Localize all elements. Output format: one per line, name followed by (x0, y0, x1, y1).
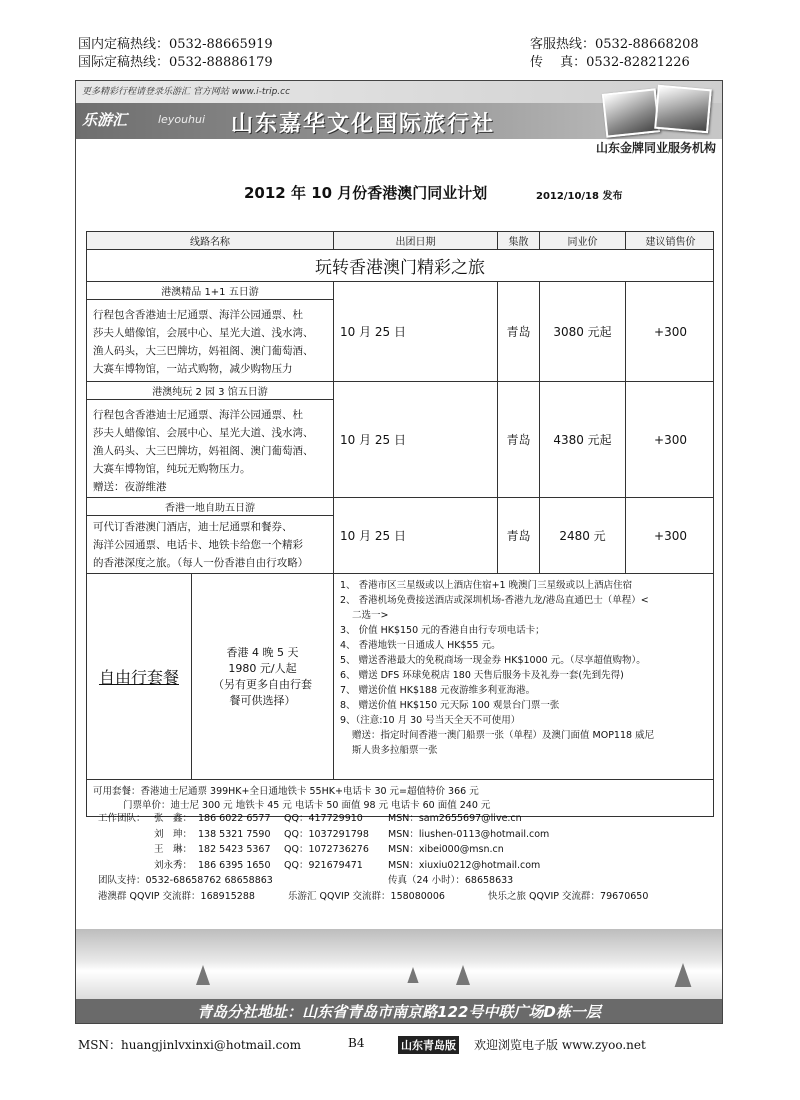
contact-row: 王 琳： 182 5423 5367 QQ：1072736276 MSN：xibei000@msn.cn (154, 844, 504, 855)
list-item: 6、 赠送 DFS 环球免税店 180 天售后服务卡及礼券一套(先到先得) (340, 670, 624, 681)
list-item: 8、 赠送价值 HK$150 元天际 100 观景台门票一张 (340, 700, 560, 711)
route-desc: 行程包含香港迪士尼通票、海洋公园通票、杜 莎夫人蜡像馆，会展中心、星光大道、浅水湾、 渔人码头，大三巴牌坊，妈祖阁、澳门葡萄酒、 大赛车博物馆，一站式购物，减少购物压力 (93, 309, 314, 375)
qq-group: 快乐之旅 QQVIP 交流群：79670650 (488, 890, 649, 902)
free-travel-label: 自由行套餐 (98, 668, 179, 687)
support-row (98, 873, 708, 889)
footer-msn: MSN：huangjinlvxinxi@hotmail.com (78, 1038, 301, 1052)
table-row (87, 282, 713, 382)
groups-row (98, 889, 708, 905)
col-route: 线路名称 (190, 237, 230, 248)
contact-block (98, 811, 708, 904)
route-city: 青岛 (497, 382, 539, 497)
list-item: 2、 香港机场免费接送酒店或深圳机场-香港九龙/港岛直通巴士（单程）< (340, 595, 649, 606)
route-price: 4380 元起 (539, 382, 625, 497)
plan-title: 2012 年 10 月份香港澳门同业计划 (244, 184, 488, 202)
col-suggest: 建议销售价 (625, 232, 715, 249)
team-support: 团队支持：0532-68658762 68658863 (98, 875, 273, 886)
route-price: 3080 元起 (539, 282, 625, 381)
free-travel-price: 香港 4 晚 5 天 1980 元/人起 （另有更多自由行套 餐可供选择） (191, 574, 333, 779)
photo-icon (602, 88, 660, 137)
qq-group: 乐游汇 QQVIP 交流群：158080006 (288, 890, 445, 902)
col-price: 同业价 (539, 232, 625, 249)
footer-site: 欢迎浏览电子版 www.zyoo.net (474, 1038, 646, 1052)
route-desc: 行程包含香港迪士尼通票、海洋公园通票、杜 莎夫人蜡像馆、会展中心、星光大道、浅水湾、 渔人码头、大三巴牌坊，妈祖阁、澳门葡萄酒、 大赛车博物馆，纯玩无购物压力。 赠送：夜游维港 (93, 409, 314, 493)
route-city: 青岛 (497, 498, 539, 573)
route-suggest: +300 (625, 282, 715, 381)
page-number: B4 (348, 1036, 365, 1050)
flyer-sheet (75, 80, 723, 1024)
col-city: 集散 (497, 232, 539, 249)
page-footer (78, 1036, 728, 1056)
tree-icon (407, 967, 418, 983)
winter-scene-image (76, 929, 722, 999)
route-price: 2480 元 (539, 498, 625, 573)
table-row (87, 382, 713, 498)
route-name: 港澳精品 1+1 五日游 (87, 282, 333, 300)
list-item: 二选一> (352, 610, 389, 621)
table-header (87, 232, 713, 250)
free-travel-items (333, 574, 715, 779)
list-item: 4、 香港地铁一日通成人 HK$55 元。 (340, 640, 501, 651)
table-row (87, 498, 713, 574)
fax-24h: 传真（24 小时）：68658633 (388, 875, 514, 886)
qq-group: 港澳群 QQVIP 交流群：168915288 (98, 890, 255, 902)
slogan: 山东金牌同业服务机构 (595, 141, 716, 155)
contact-row: 工作团队： 张 鑫： 186 6022 6577 QQ：417729910 MSN：sam2655697@live.cn (98, 811, 708, 827)
route-date: 10 月 25 日 (333, 282, 497, 381)
list-item: 1、 香港市区三星级或以上酒店住宿+1 晚澳门三星级或以上酒店住宿 (340, 580, 633, 591)
list-item: 7、 赠送价值 HK$188 元夜游维多利亚海港。 (340, 685, 536, 696)
hotlines-left (78, 36, 273, 72)
route-suggest: +300 (625, 498, 715, 573)
route-date: 10 月 25 日 (333, 382, 497, 497)
international-hotline: 国际定稿热线：0532-88886179 (78, 55, 273, 70)
plan-publish-date: 2012/10/18 发布 (536, 191, 623, 202)
col-date: 出团日期 (333, 232, 497, 249)
list-item: 5、 赠送香港最大的免税商场一现金券 HK$1000 元。（尽享超值购物）。 (340, 655, 646, 666)
contact-row: 刘 珅： 138 5321 7590 QQ：1037291798 MSN：liushen-0113@hotmail.com (154, 828, 550, 840)
tree-icon (675, 963, 692, 987)
list-item: 赠送：指定时间香港一澳门船票一张（单程）及澳门面值 MOP118 威尼 (352, 730, 655, 741)
photo-icon (654, 85, 712, 134)
route-name: 港澳纯玩 2 园 3 馆五日游 (87, 382, 333, 400)
branch-address: 青岛分社地址：山东省青岛市南京路122号中联广场D栋一层 (76, 999, 722, 1023)
route-name: 香港一地自助五日游 (87, 498, 333, 516)
hotlines-right (530, 36, 699, 72)
tree-icon (456, 965, 470, 985)
fax-line: 传 真：0532-82821226 (530, 55, 690, 70)
list-item: 斯人贵多拉船票一张 (352, 745, 438, 756)
ticket-prices: 门票单价：迪士尼 300 元 地铁卡 45 元 电话卡 50 面值 98 元 电话卡 60 面值 240 元 (123, 800, 491, 811)
brand-logo: 乐游汇 (82, 111, 128, 129)
agency-name: 山东嘉华文化国际旅行社 (231, 112, 496, 137)
free-travel-row (87, 574, 713, 780)
brand-en: leyouhui (158, 113, 206, 126)
list-item: 9、（注意:10 月 30 号当天全天不可使用） (340, 715, 521, 726)
route-city: 青岛 (497, 282, 539, 381)
route-date: 10 月 25 日 (333, 498, 497, 573)
table-banner: 玩转香港澳门精彩之旅 (87, 250, 713, 282)
optional-package: 可用套餐：香港迪士尼通票 399HK+全日通地铁卡 55HK+电话卡 30 元=超值特价 366 元 (93, 786, 479, 797)
edition-badge: 山东青岛版 (398, 1036, 459, 1054)
team-label: 工作团队： (98, 813, 146, 824)
route-suggest: +300 (625, 382, 715, 497)
route-desc: 可代订香港澳门酒店，迪士尼通票和餐券、 海洋公园通票、电话卡、地铁卡给您一个精彩 的香港深度之旅。（每人一份香港自由行攻略） (93, 521, 309, 569)
tour-table (86, 231, 714, 817)
tree-icon (196, 965, 210, 985)
domestic-hotline: 国内定稿热线：0532-88665919 (78, 37, 273, 52)
tagline: 更多精彩行程请登录乐游汇 官方网站 www.i-trip.cc (82, 87, 291, 97)
list-item: 3、 价值 HK$150 元的香港自由行专项电话卡； (340, 625, 545, 636)
service-hotline: 客服热线：0532-88668208 (530, 37, 699, 52)
contact-row: 刘永秀： 186 6395 1650 QQ：921679471 MSN：xiuxiu0212@hotmail.com (154, 859, 541, 871)
